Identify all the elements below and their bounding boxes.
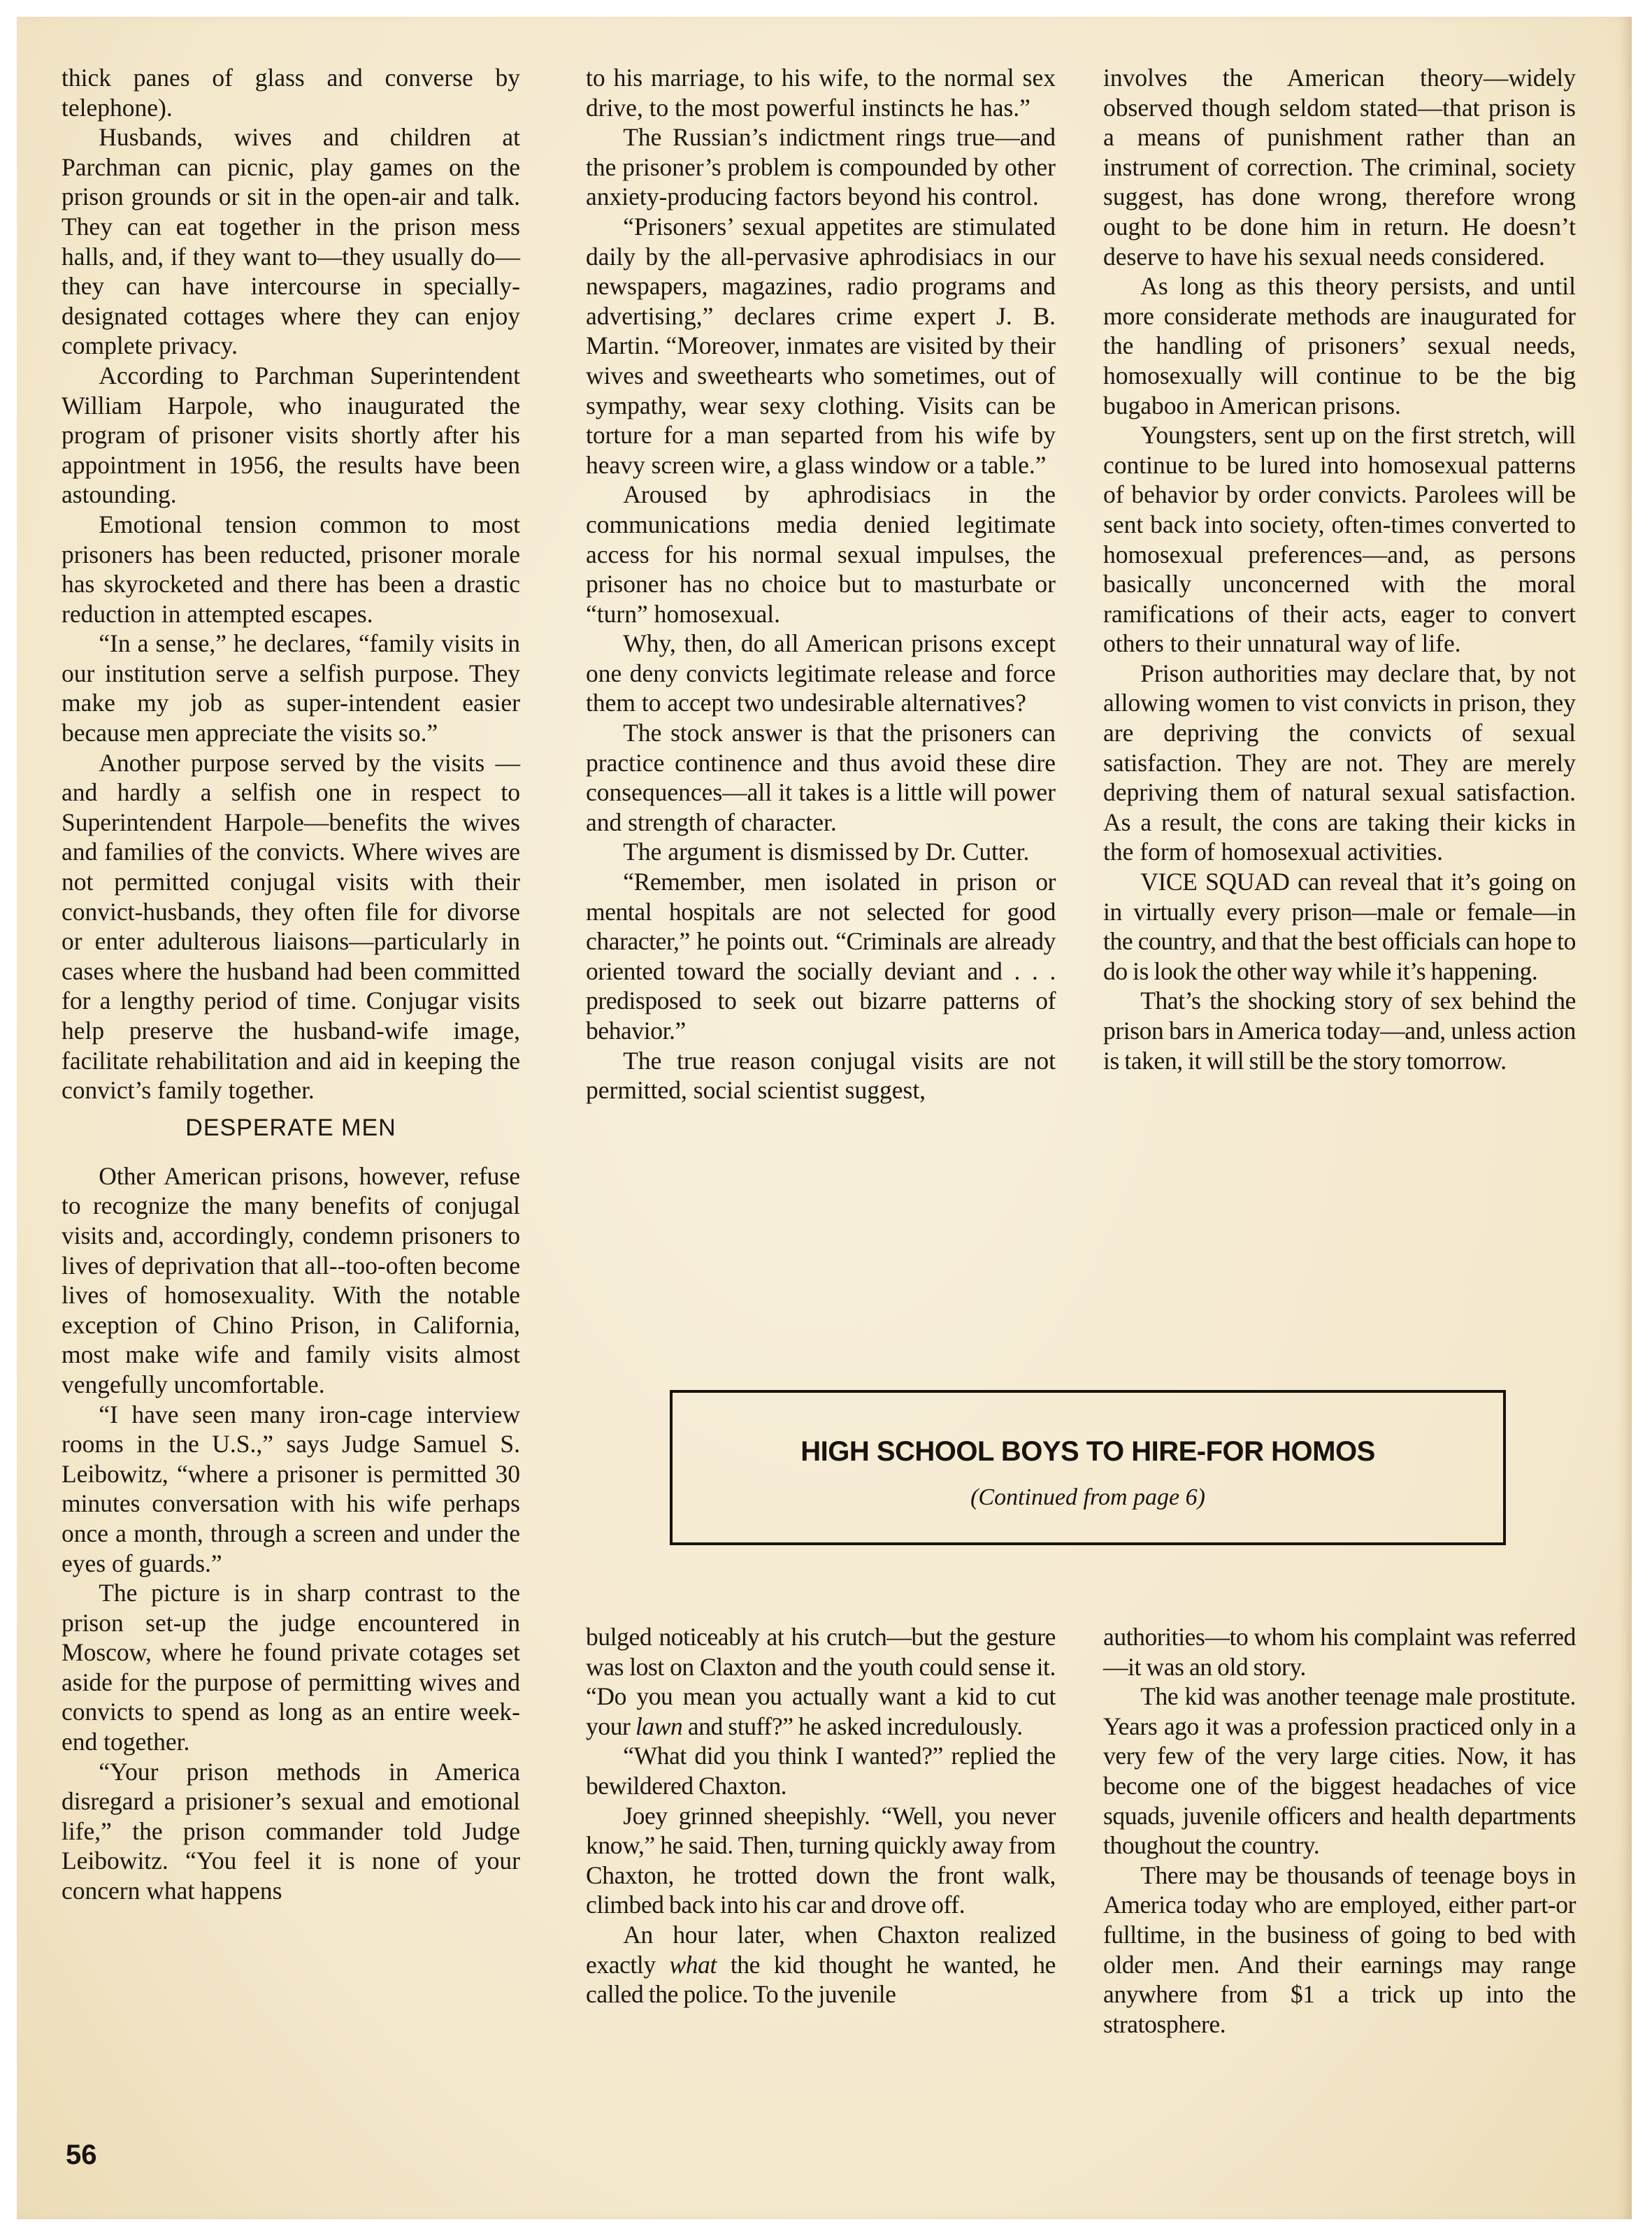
paragraph: VICE SQUAD can reveal that it’s going on in virtually every prison—male or female—in the country, and that the best officials can hope to do is look the other way while it’s happening. (1103, 868, 1576, 985)
paragraph: The Russian’s indictment rings true—and the prisoner’s problem is compounded by other anxiety-producing factors beyond his control. (586, 123, 1056, 211)
continued-column-right (1103, 1622, 1576, 2039)
continued-column-middle (586, 1622, 1056, 2009)
paragraph: Emotional tension common to most prisoners has been reducted, prisoner morale has skyrocketed and there has been a drastic reduction in attempted escapes. (62, 510, 520, 628)
paragraph: There may be thousands of teenage boys in America today who are employed, either part-or fulltime, in the business of going to bed with older men. And their earnings may range anywhere from $1 a trick up into the stratosphere. (1103, 1861, 1576, 2038)
text-run: An hour later, when Chaxton realized exactly (586, 1920, 1056, 1979)
paragraph (586, 1920, 1056, 2009)
magazine-page (17, 17, 1632, 2219)
paragraph: Why, then, do all American prisons except one deny convicts legitimate release and force them to accept two undesirable alternatives? (586, 629, 1056, 717)
paragraph: The true reason conjugal visits are not permitted, social scientist suggest, (586, 1046, 1056, 1105)
paragraph: authorities—to whom his complaint was referred—it was an old story. (1103, 1623, 1576, 1681)
section-subhead: DESPERATE MEN (185, 1114, 396, 1141)
paragraph: Husbands, wives and children at Parchman can picnic, play games on the prison grounds or sit in the open-air and talk. They can eat together in the prison mess halls, and, if they want to—they usually do—they can have intercourse in specially-designated cottages where they can enjoy complete privacy. (62, 123, 520, 360)
paragraph: thick panes of glass and converse by telephone). (62, 64, 520, 122)
paragraph (586, 1622, 1056, 1741)
paragraph: “Prisoners’ sexual appetites are stimulated daily by the all-pervasive aphrodisiacs in our newspapers, magazines, radio programs and advertising,” declares crime expert J. B. Martin. “Moreover, inmates are visited by their wives and sweethearts who sometimes, out of sympathy, wear sexy clothing. Visits can be torture for a man separted from his wife by heavy screen wire, a glass window or a table.” (586, 212, 1056, 479)
paragraph: Another purpose served by the visits —and hardly a selfish one in respect to Superintendent Harpole—benefits the wives and families of the convicts. Where wives are not permitted conjugal visits with their convict-husbands, they often file for divorse or enter adulterous liaisons—particularly in cases where the husband had been committed for a lengthy period of time. Conjugar visits help preserve the husband-wife image, facilitate rehabilitation and aid in keeping the convict’s family together. (62, 748, 520, 1105)
paragraph: Aroused by aphrodisiacs in the communications media denied legitimate access for his normal sexual impulses, the prisoner has no choice but to masturbate or “turn” homosexual. (586, 480, 1056, 628)
paragraph: “Your prison methods in America disregard a prisioner’s sexual and emotional life,” the prison commander told Judge Leibowitz. “You feel it is none of your concern what happens (62, 1757, 520, 1905)
text-run: Joey grinned sheepishly. “Well, you never know,” he said. Then, turning quickly away from Chaxton, he trotted down the front walk, climbed back into his car and drove off. (586, 1801, 1056, 1919)
paragraph: Other American prisons, however, refuse to recognize the many benefits of conjugal visits and, accordingly, condemn prisoners to lives of deprivation that all--too-often become lives of homosexuality. With the notable exception of Chino Prison, in California, most make wife and family visits almost vengefully uncomfortable. (62, 1161, 520, 1398)
column-left (62, 63, 520, 1906)
continuation-box (670, 1390, 1506, 1545)
paragraph: involves the American theory—widely observed though seldom stated—that prison is a means of punishment rather than an instrument of correction. The criminal, society suggest, has done wrong, therefore wrong ought to be done him in return. He doesn’t deserve to have his sexual needs considered. (1103, 64, 1576, 271)
italic-word: what (669, 1950, 717, 1979)
paragraph: As long as this theory persists, and until more considerate methods are inaugurated for the handling of prisoners’ sexual needs, homosexually will continue to be the big bugaboo in American prisons. (1103, 272, 1576, 420)
paragraph (586, 1741, 1056, 1800)
column-middle (586, 63, 1056, 1105)
continued-article-headline: HIGH SCHOOL BOYS TO HIRE-FOR HOMOS (800, 1436, 1375, 1467)
paragraph: Youngsters, sent up on the first stretch, will continue to be lured into homosexual patterns of behavior by order convicts. Parolees will be sent back into society, often-times converted to homosexual preferences—and, as persons basically unconcerned with the moral ramifications of their acts, eager to convert others to their unnatural way of life. (1103, 421, 1576, 658)
text-run: and stuff?” he asked incredulously. (682, 1712, 1023, 1740)
paragraph: “Remember, men isolated in prison or mental hospitals are not selected for good character,” he points out. “Criminals are already oriented toward the socially deviant and . . . predisposed to seek out bizarre patterns of behavior.” (586, 868, 1056, 1045)
column-right (1103, 63, 1576, 1075)
paragraph: “I have seen many iron-cage interview rooms in the U.S.,” says Judge Samuel S. Leibowitz, “where a prisoner is permitted 30 minutes conversation with his wife perhaps once a month, through a screen and under the eyes of guards.” (62, 1400, 520, 1577)
paragraph: That’s the shocking story of sex behind the prison bars in America today—and, unless action is taken, it will still be the story tomorrow. (1103, 987, 1576, 1075)
text-run: “What did you think I wanted?” replied the bewildered Chaxton. (586, 1742, 1056, 1800)
paragraph: The argument is dismissed by Dr. Cutter. (623, 838, 1030, 866)
paragraph: The kid was another teenage male prostitute. Years ago it was a profession practiced only in a very few of the very large cities. Now, it has become one of the biggest headaches of vice squads, juvenile officers and health departments thoughout the country. (1103, 1682, 1576, 1860)
text-run: the kid thought he wanted, he called the police. To the juvenile (586, 1950, 1056, 2009)
paragraph: The stock answer is that the prisoners can practice continence and thus avoid these dire consequences—all it takes is a little will power and strength of character. (586, 719, 1056, 836)
paragraph: The picture is in sharp contrast to the prison set-up the judge encountered in Moscow, where he found private cotages set aside for the purpose of permitting wives and convicts to spend as long as an entire week-end together. (62, 1579, 520, 1756)
text-run: bulged noticeably at his crutch—but the gesture was lost on Claxton and the youth could sense it. “Do you mean you actually want a kid to cut your (586, 1623, 1056, 1740)
paragraph: “In a sense,” he declares, “family visits in our institution serve a selfish purpose. They make my job as super-intendent easier because men appreciate the visits so.” (62, 629, 520, 747)
paragraph: to his marriage, to his wife, to the normal sex drive, to the most powerful instincts he has.” (586, 64, 1056, 122)
page-number: 56 (66, 2140, 97, 2170)
italic-word: lawn (635, 1712, 683, 1740)
paragraph (586, 1801, 1056, 1920)
paragraph: Prison authorities may declare that, by not allowing women to vist convicts in prison, they are depriving the convicts of sexual satisfaction. They are not. They are merely depriving them of natural sexual satisfaction. As a result, the cons are taking their kicks in the form of homosexual activities. (1103, 659, 1576, 866)
paragraph: According to Parchman Superintendent William Harpole, who inaugurated the program of prisoner visits shortly after his appointment in 1956, the results have been astounding. (62, 361, 520, 509)
continued-from-note: (Continued from page 6) (970, 1484, 1205, 1510)
